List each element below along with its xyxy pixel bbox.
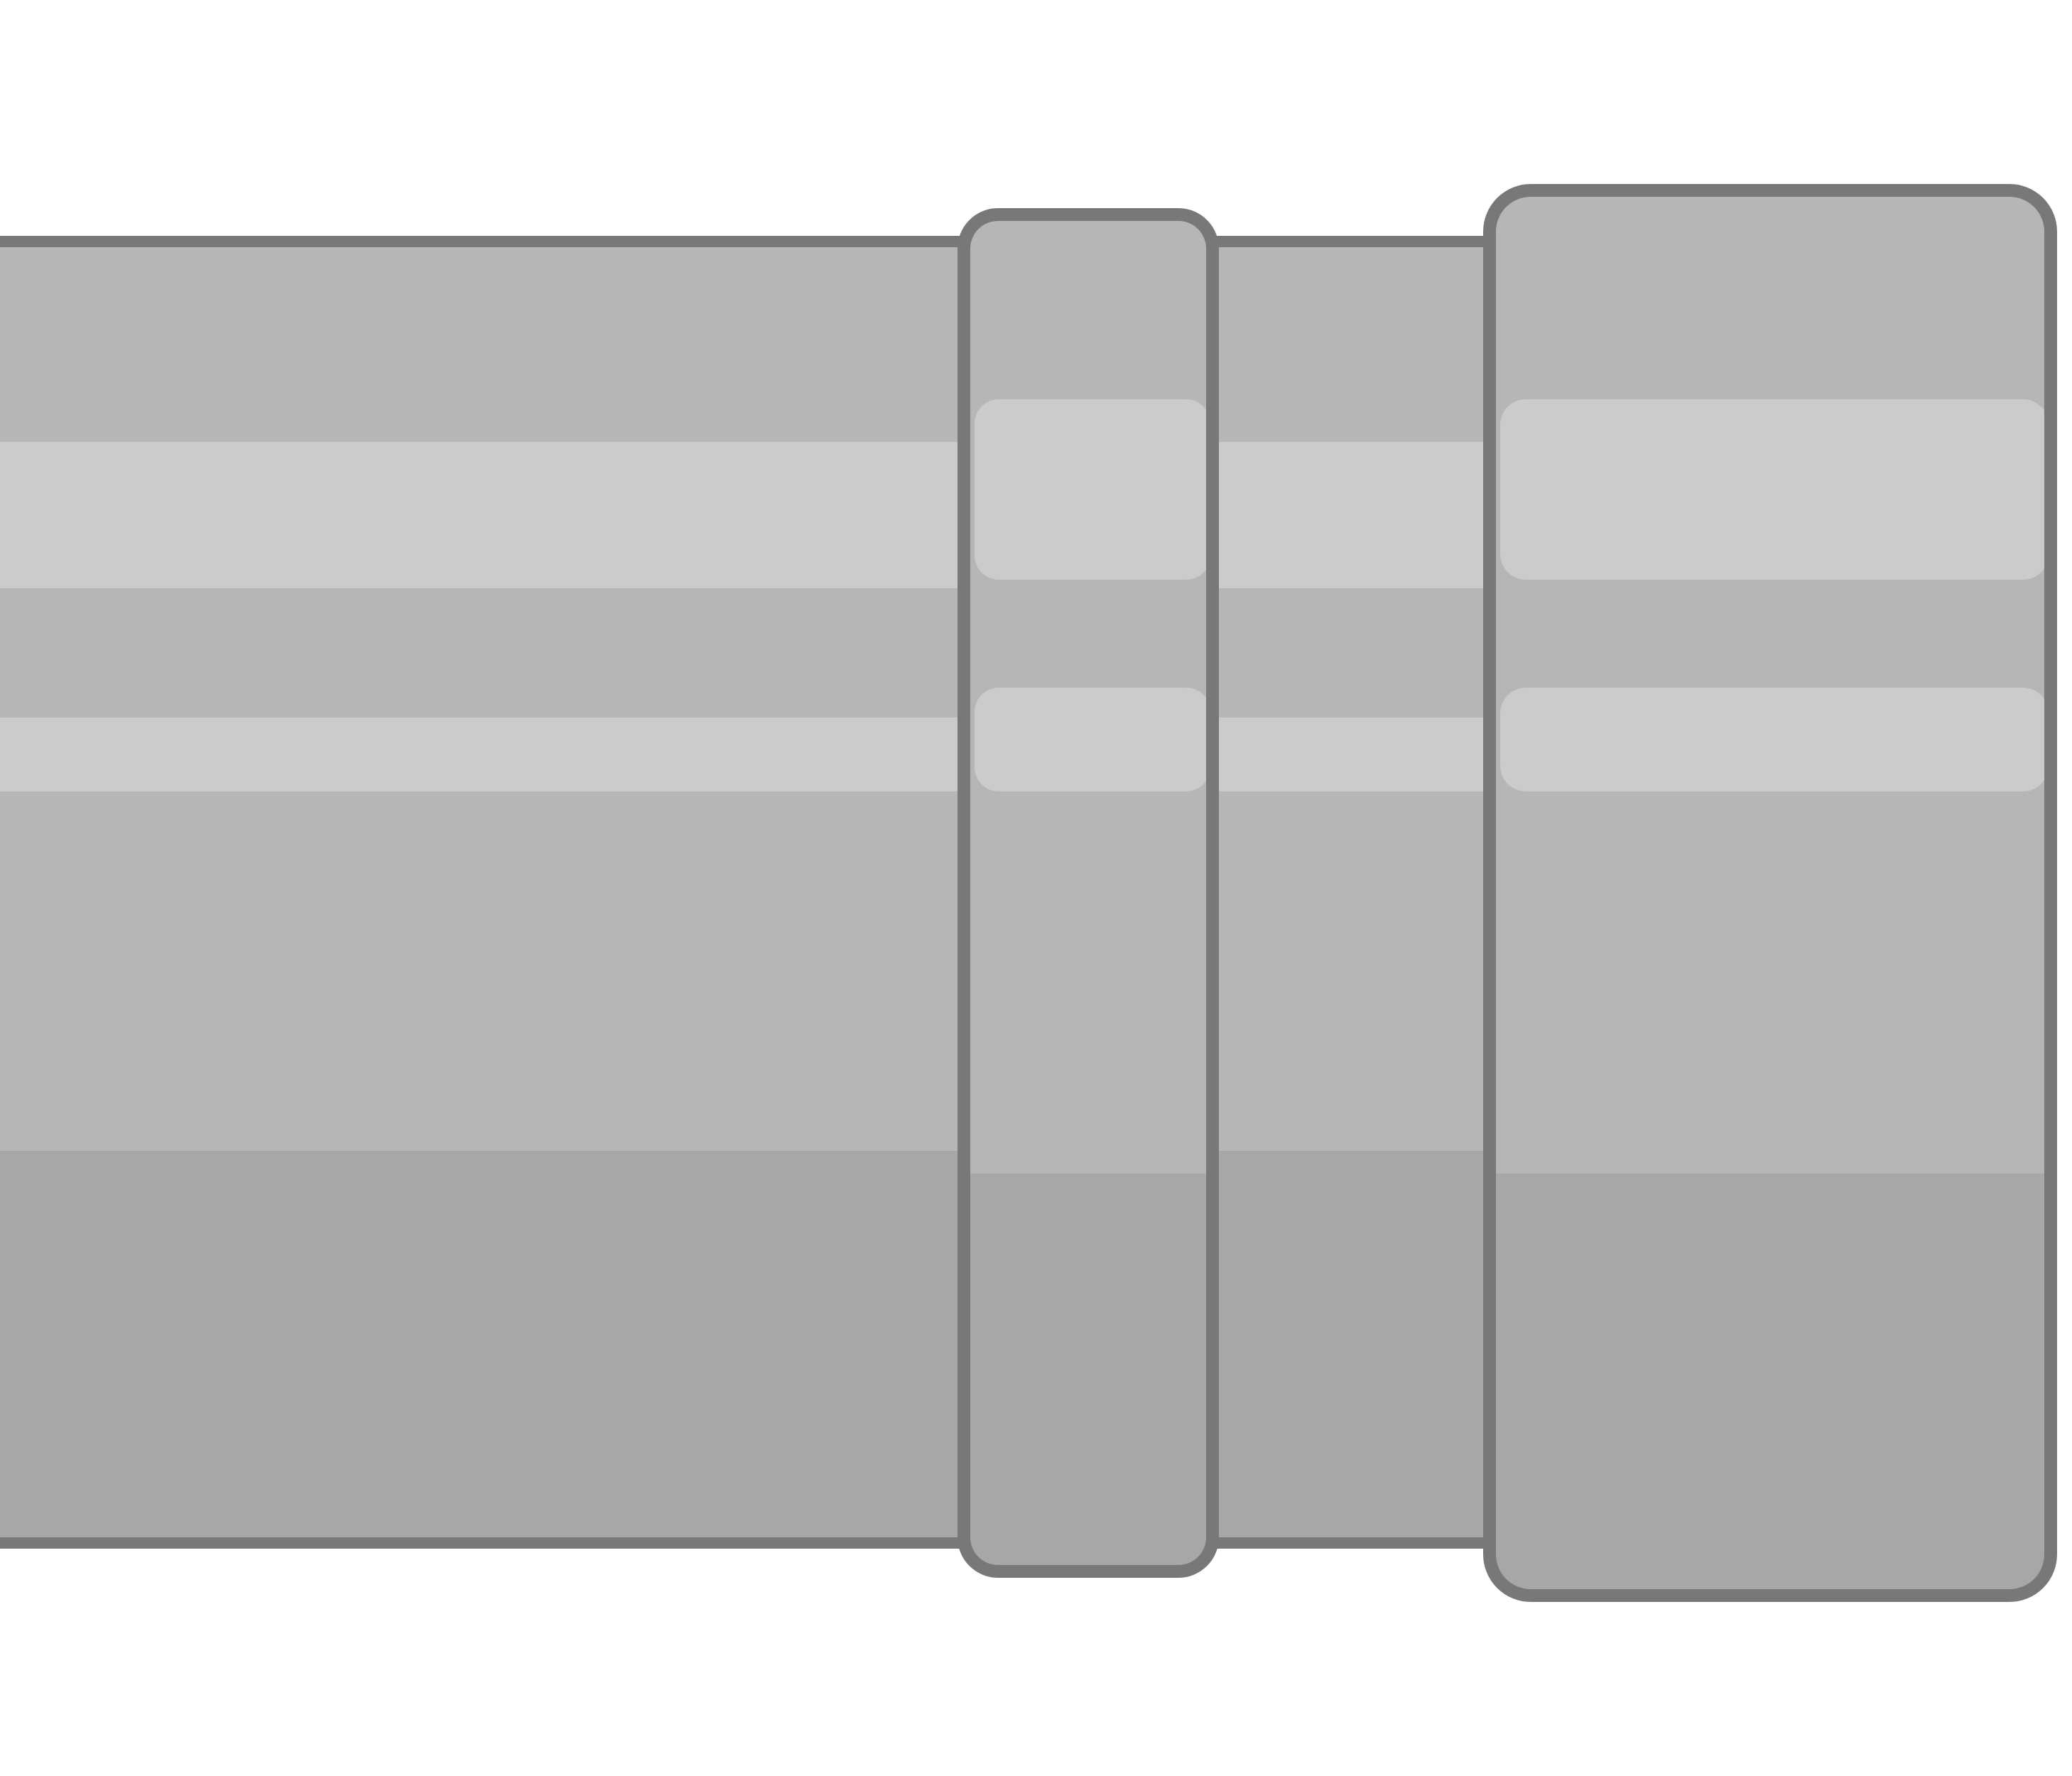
middle-pipe-segment: [1213, 242, 1490, 1543]
end-cap-lower-shade: [1490, 1174, 2051, 1596]
end-cap-highlight-stripe: [1500, 688, 2049, 791]
wide-end-cap: [1490, 190, 2051, 1596]
middle-pipe-lower-shade: [1213, 1151, 1490, 1543]
end-cap-upper-body: [1490, 190, 2051, 1174]
middle-pipe-upper-body: [1213, 242, 1490, 1151]
narrow-coupling-lower-shade: [964, 1174, 1213, 1571]
narrow-coupling-highlight-band: [975, 399, 1210, 580]
end-cap-highlight-band: [1500, 399, 2049, 580]
left-pipe-upper-body: [0, 242, 978, 1151]
left-pipe-highlight-band: [0, 442, 978, 588]
narrow-coupling-ring: [964, 215, 1213, 1571]
narrow-coupling-highlight-stripe: [975, 688, 1210, 791]
middle-pipe-highlight-stripe: [1213, 718, 1490, 791]
left-pipe-lower-shade: [0, 1151, 978, 1543]
left-pipe-highlight-stripe: [0, 718, 978, 791]
middle-pipe-highlight-band: [1213, 442, 1490, 588]
left-pipe-segment: [0, 242, 978, 1543]
